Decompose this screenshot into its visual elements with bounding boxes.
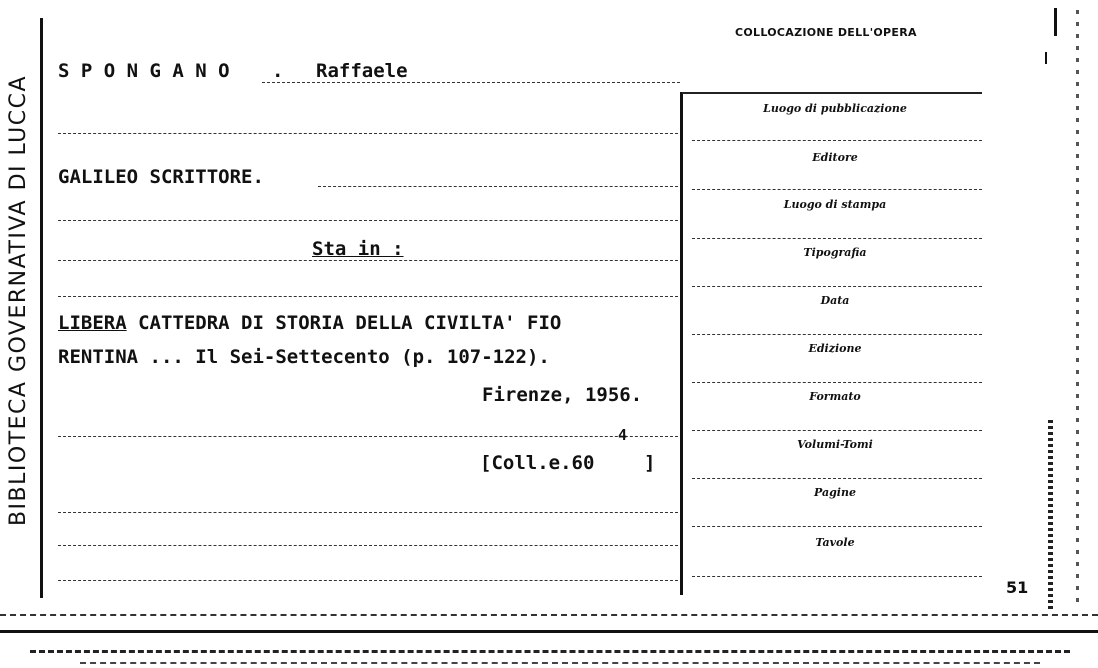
author-surname: S P O N G A N O bbox=[58, 60, 230, 82]
rule-right-1 bbox=[692, 140, 982, 141]
source-line-2: RENTINA ... Il Sei-Settecento (p. 107-122). bbox=[58, 346, 550, 368]
right-edge-scan-2 bbox=[1076, 10, 1079, 610]
call-number-superscript: 4 bbox=[618, 426, 628, 444]
source-line-1 bbox=[58, 312, 561, 334]
rule-right-4 bbox=[692, 286, 982, 287]
rule-right-8 bbox=[692, 478, 982, 479]
source-line-1-start: LIBERA bbox=[58, 312, 127, 334]
call-number: [Coll.e.60 bbox=[480, 452, 595, 474]
rule-left-6 bbox=[58, 296, 678, 297]
field-editore: Editore bbox=[812, 151, 858, 164]
rule-left-4 bbox=[58, 220, 678, 221]
rule-left-8 bbox=[58, 512, 678, 513]
rule-right-3 bbox=[692, 238, 982, 239]
rule-right-10 bbox=[692, 576, 982, 577]
location-box-rule bbox=[680, 92, 683, 595]
field-data: Data bbox=[820, 294, 850, 307]
author-separator: . bbox=[272, 60, 284, 82]
source-line-1-rest: CATTEDRA DI STORIA DELLA CIVILTA' FIO bbox=[126, 312, 562, 334]
field-tavole: Tavole bbox=[815, 536, 855, 549]
rule-left-7 bbox=[58, 436, 678, 437]
rule-right-5 bbox=[692, 334, 982, 335]
left-margin-rule bbox=[40, 18, 43, 598]
author-name: Raffaele bbox=[316, 60, 408, 82]
rule-left-3 bbox=[318, 186, 678, 187]
field-volumi-tomi: Volumi-Tomi bbox=[797, 438, 873, 451]
rule-right-6 bbox=[692, 382, 982, 383]
rule-right-7 bbox=[692, 430, 982, 431]
edge-mark-small bbox=[1045, 52, 1047, 64]
field-luogo-stampa: Luogo di stampa bbox=[783, 198, 887, 211]
rule-left-10 bbox=[58, 580, 678, 581]
side-label-container bbox=[4, 0, 34, 600]
bottom-edge-2 bbox=[0, 630, 1098, 633]
margin-mark: 51 bbox=[1006, 578, 1029, 597]
field-luogo-pubblicazione: Luogo di pubblicazione bbox=[763, 102, 907, 115]
field-edizione: Edizione bbox=[808, 342, 862, 355]
rule-right-9 bbox=[692, 526, 982, 527]
rule-right-top bbox=[682, 92, 982, 94]
bottom-edge-4 bbox=[80, 662, 1040, 664]
place-year: Firenze, 1956. bbox=[482, 384, 643, 406]
field-tipografia: Tipografia bbox=[803, 246, 867, 259]
library-side-label: BIBLIOTECA GOVERNATIVA DI LUCCA bbox=[6, 74, 32, 526]
bottom-edge-3 bbox=[30, 650, 1070, 653]
field-formato: Formato bbox=[809, 390, 861, 403]
rule-left-1 bbox=[262, 82, 680, 83]
work-title: GALILEO SCRITTORE. bbox=[58, 166, 264, 188]
sta-in-label: Sta in : bbox=[312, 238, 404, 260]
rule-right-2 bbox=[692, 189, 982, 190]
rule-left-9 bbox=[58, 545, 678, 546]
right-edge-scan-1 bbox=[1048, 420, 1053, 610]
rule-left-5 bbox=[58, 260, 678, 261]
bottom-edge-1 bbox=[0, 614, 1098, 616]
call-number-end: ] bbox=[644, 452, 656, 474]
location-header: COLLOCAZIONE DELL'OPERA bbox=[735, 26, 917, 39]
rule-left-2 bbox=[58, 133, 678, 134]
edge-mark-top bbox=[1054, 8, 1057, 36]
field-pagine: Pagine bbox=[814, 486, 856, 499]
